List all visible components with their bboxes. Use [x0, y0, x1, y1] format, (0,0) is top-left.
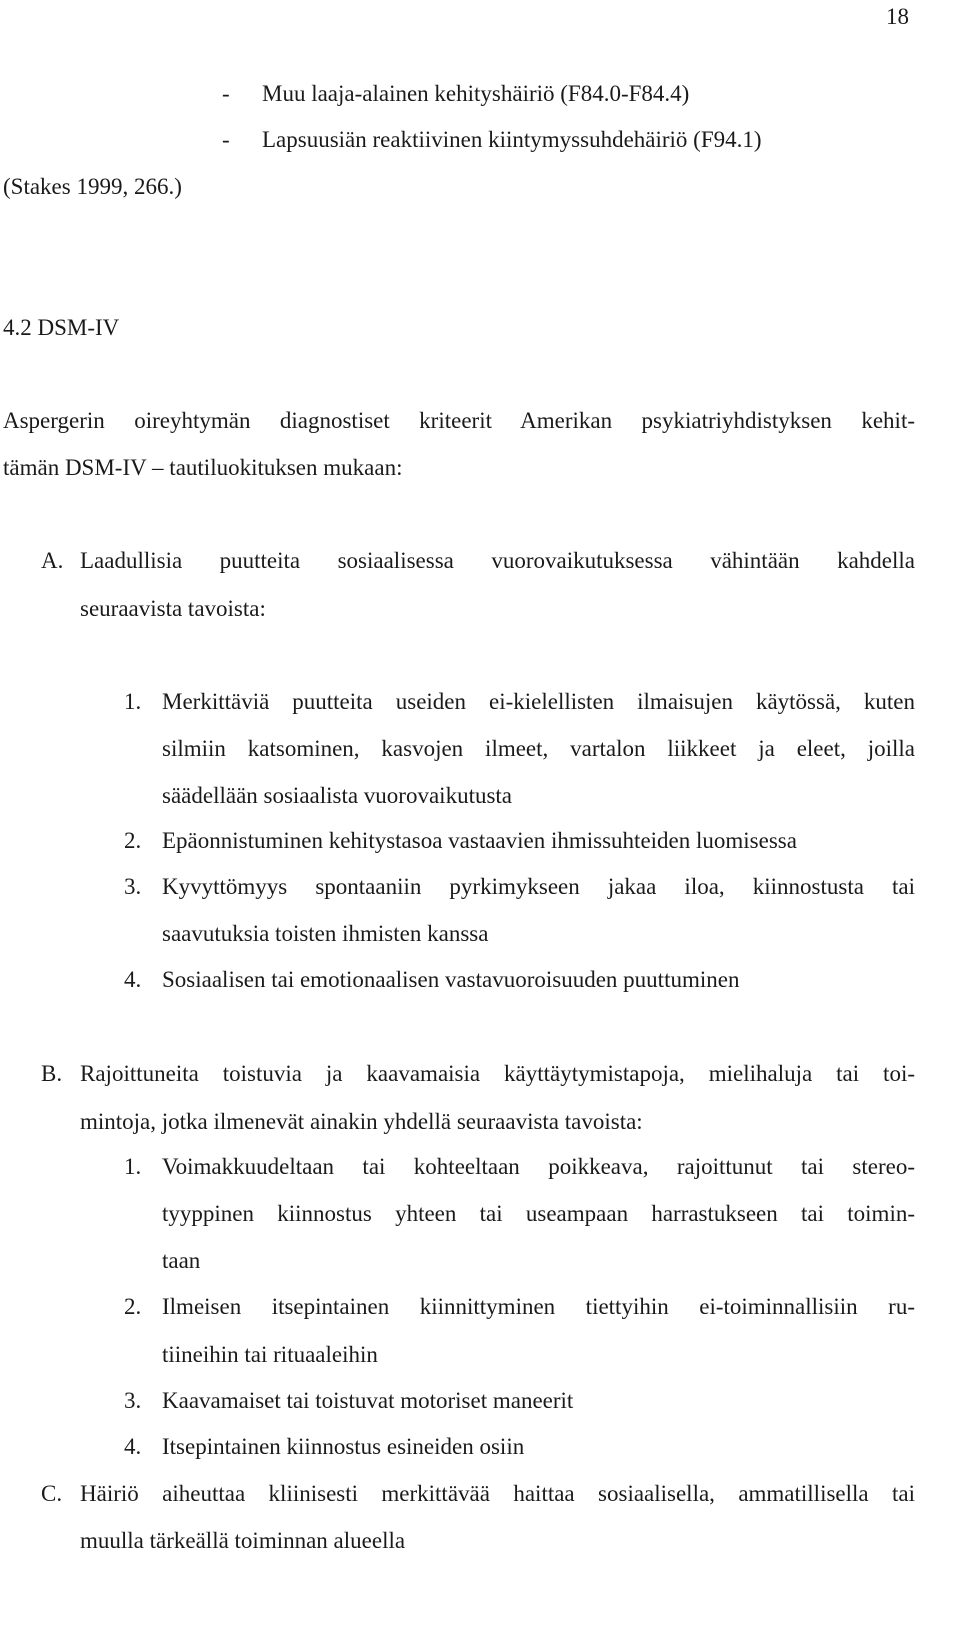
- item-text: Merkittäviä puutteita useiden ei-kielellisten ilmaisujen käytössä, kuten: [162, 689, 915, 714]
- item-text: silmiin katsominen, kasvojen ilmeet, vartalon liikkeet ja eleet, joilla: [162, 736, 915, 761]
- item-text: tyyppinen kiinnostus yhteen tai useampaan harrastukseen tai toimin-: [162, 1201, 915, 1226]
- criterion-letter: B.: [41, 1061, 63, 1086]
- section-heading: 4.2 DSM-IV: [3, 315, 120, 340]
- bullet-text: Muu laaja-alainen kehityshäiriö (F84.0-F84.4): [262, 81, 690, 106]
- item-number: 4.: [124, 967, 142, 992]
- criterion-letter: A.: [41, 548, 64, 573]
- item-text: Ilmeisen itsepintainen kiinnittyminen tiettyihin ei-toiminnallisiin ru-: [162, 1294, 915, 1319]
- page-number: 18: [886, 4, 909, 29]
- intro-line: tämän DSM-IV – tautiluokituksen mukaan:: [3, 455, 403, 480]
- item-text: Kaavamaiset tai toistuvat motoriset maneerit: [162, 1388, 574, 1413]
- item-text: Epäonnistuminen kehitystasoa vastaavien ihmissuhteiden luomisessa: [162, 828, 797, 853]
- criterion-letter: C.: [41, 1481, 63, 1506]
- item-number: 4.: [124, 1434, 142, 1459]
- item-text: Sosiaalisen tai emotionaalisen vastavuoroisuuden puuttuminen: [162, 967, 740, 992]
- item-number: 3.: [124, 874, 142, 899]
- item-text: tiineihin tai rituaaleihin: [162, 1342, 378, 1367]
- criterion-text: muulla tärkeällä toiminnan alueella: [80, 1528, 406, 1553]
- bullet-text: Lapsuusiän reaktiivinen kiintymyssuhdehäiriö (F94.1): [262, 127, 762, 152]
- item-text: Itsepintainen kiinnostus esineiden osiin: [162, 1434, 525, 1459]
- criterion-text: Rajoittuneita toistuvia ja kaavamaisia käyttäytymistapoja, mielihaluja tai toi-: [80, 1061, 915, 1086]
- item-number: 1.: [124, 689, 142, 714]
- item-number: 2.: [124, 828, 142, 853]
- bullet-marker: -: [222, 127, 230, 152]
- criterion-text: seuraavista tavoista:: [80, 596, 266, 621]
- item-text: Voimakkuudeltaan tai kohteeltaan poikkeava, rajoittunut tai stereo-: [162, 1154, 915, 1179]
- item-text: Kyvyttömyys spontaaniin pyrkimykseen jakaa iloa, kiinnostusta tai: [162, 874, 915, 899]
- item-number: 3.: [124, 1388, 142, 1413]
- item-text: säädellään sosiaalista vuorovaikutusta: [162, 783, 513, 808]
- item-text: saavutuksia toisten ihmisten kanssa: [162, 921, 489, 946]
- criterion-text: mintoja, jotka ilmenevät ainakin yhdellä seuraavista tavoista:: [80, 1109, 643, 1134]
- criterion-text: Laadullisia puutteita sosiaalisessa vuorovaikutuksessa vähintään kahdella: [80, 548, 915, 573]
- item-number: 1.: [124, 1154, 142, 1179]
- citation: (Stakes 1999, 266.): [3, 174, 182, 199]
- item-number: 2.: [124, 1294, 142, 1319]
- bullet-marker: -: [222, 81, 230, 106]
- item-text: taan: [162, 1248, 201, 1273]
- criterion-text: Häiriö aiheuttaa kliinisesti merkittävää haittaa sosiaalisella, ammatillisella tai: [80, 1481, 915, 1506]
- intro-line: Aspergerin oireyhtymän diagnostiset kriteerit Amerikan psykiatriyhdistyksen kehit-: [3, 408, 915, 433]
